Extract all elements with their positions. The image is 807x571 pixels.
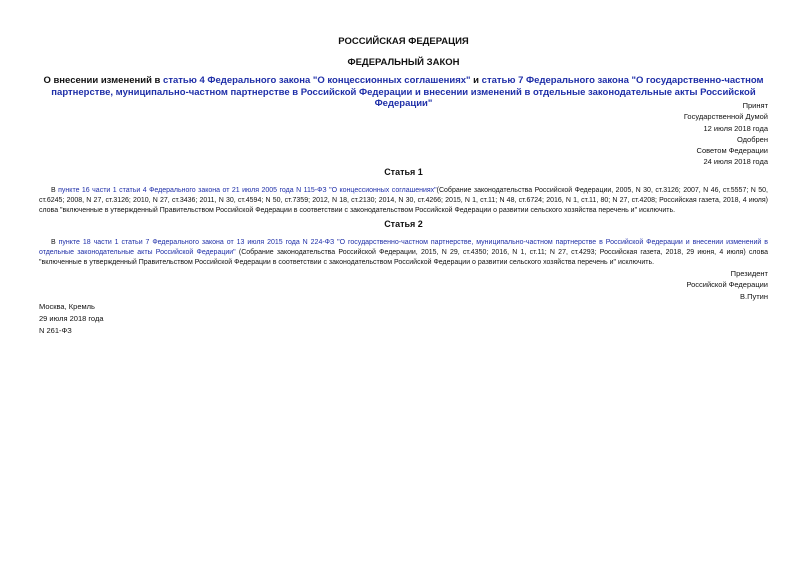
article-2-text — [39, 238, 768, 269]
title-text-1: О внесении изменений в — [43, 75, 164, 86]
title-link-article-4[interactable]: статью 4 Федерального закона "О концессионных соглашениях" — [163, 75, 471, 86]
accepted-label: Принят — [742, 101, 768, 110]
signature-block — [686, 268, 768, 302]
article-1-prefix: В — [51, 187, 59, 194]
accepted-by: Государственной Думой — [683, 112, 768, 122]
signature-name: В.Путин — [740, 291, 768, 301]
article-1-heading: Статья 1 — [384, 167, 423, 177]
article-2-heading: Статья 2 — [384, 219, 423, 229]
article-1-body: (Собрание законодательства Российской Федерации, 2005, N 30, ст.3126; 2007, N 46, ст.5557; N 50, ст.6245; 2008, N 27, ст.3126; 2010, N 27, ст.3436; 2011, N 30, ст.4594; N 50, ст.7359; 2012, N 18, ст.2130; 2014, N 30, ст.4266; 2015, N 1, ст.11; N 48, ст.6724; 2016, N 1, ст.11, 80; N 27, ст.4208; Российская газета, 2018, 4 июля) слова "включенные в утвержденный Правительством Российской Федерации в соответствии с законодательством Российской Федерации о развитии сельского хозяйства перечень и" исключить. — [39, 187, 768, 215]
signoff-block — [39, 301, 104, 337]
approved-date: 24 июля 2018 года — [703, 157, 768, 167]
law-title — [40, 75, 767, 110]
signoff-date: 29 июля 2018 года — [39, 314, 104, 323]
signature-title-2: Российской Федерации — [686, 280, 768, 290]
signoff-number: N 261-ФЗ — [39, 326, 72, 335]
approved-by: Советом Федерации — [696, 146, 768, 156]
article-2-link[interactable]: пункте 18 части 1 статьи 7 Федерального закона от 13 июля 2015 года N 224-ФЗ "О государственно-частном партнерстве, муниципально-частном партнерстве в Российской Федерации и внесении изменений в отдельные законодательные акты Российской Федерации" — [39, 239, 768, 257]
country-heading: РОССИЙСКАЯ ФЕДЕРАЦИЯ — [338, 36, 469, 47]
article-1-link[interactable]: пункте 16 части 1 статьи 4 Федерального закона от 21 июля 2005 года N 115-ФЗ "О концессионных соглашениях" — [58, 187, 437, 194]
title-link-article-7[interactable]: статью 7 Федерального закона "О государственно-частном партнерстве, муниципально-частном партнерстве в Российской Федерации и внесении изменений в отдельные законодательные акты Российской Федерации" — [51, 75, 764, 109]
approved-label: Одобрен — [737, 134, 768, 144]
accepted-date: 12 июля 2018 года — [703, 123, 768, 133]
signoff-place: Москва, Кремль — [39, 302, 95, 311]
title-text-2: и — [470, 75, 482, 86]
article-2-prefix: В — [51, 239, 59, 246]
article-1-text — [39, 186, 768, 217]
adoption-block — [684, 100, 768, 168]
signature-title-1: Президент — [730, 269, 768, 278]
article-2-body: (Собрание законодательства Российской Федерации, 2015, N 29, ст.4350; 2016, N 1, ст.11; N 27, ст.4293; Российская газета, 2018, 29 июня, 4 июля) слова "включенные в утвержденный Правительством Российской Федерации в соответствии с законодательством Российской Федерации о развитии сельского хозяйства перечень и" исключить. — [39, 249, 768, 267]
doc-type-heading: ФЕДЕРАЛЬНЫЙ ЗАКОН — [347, 57, 460, 68]
